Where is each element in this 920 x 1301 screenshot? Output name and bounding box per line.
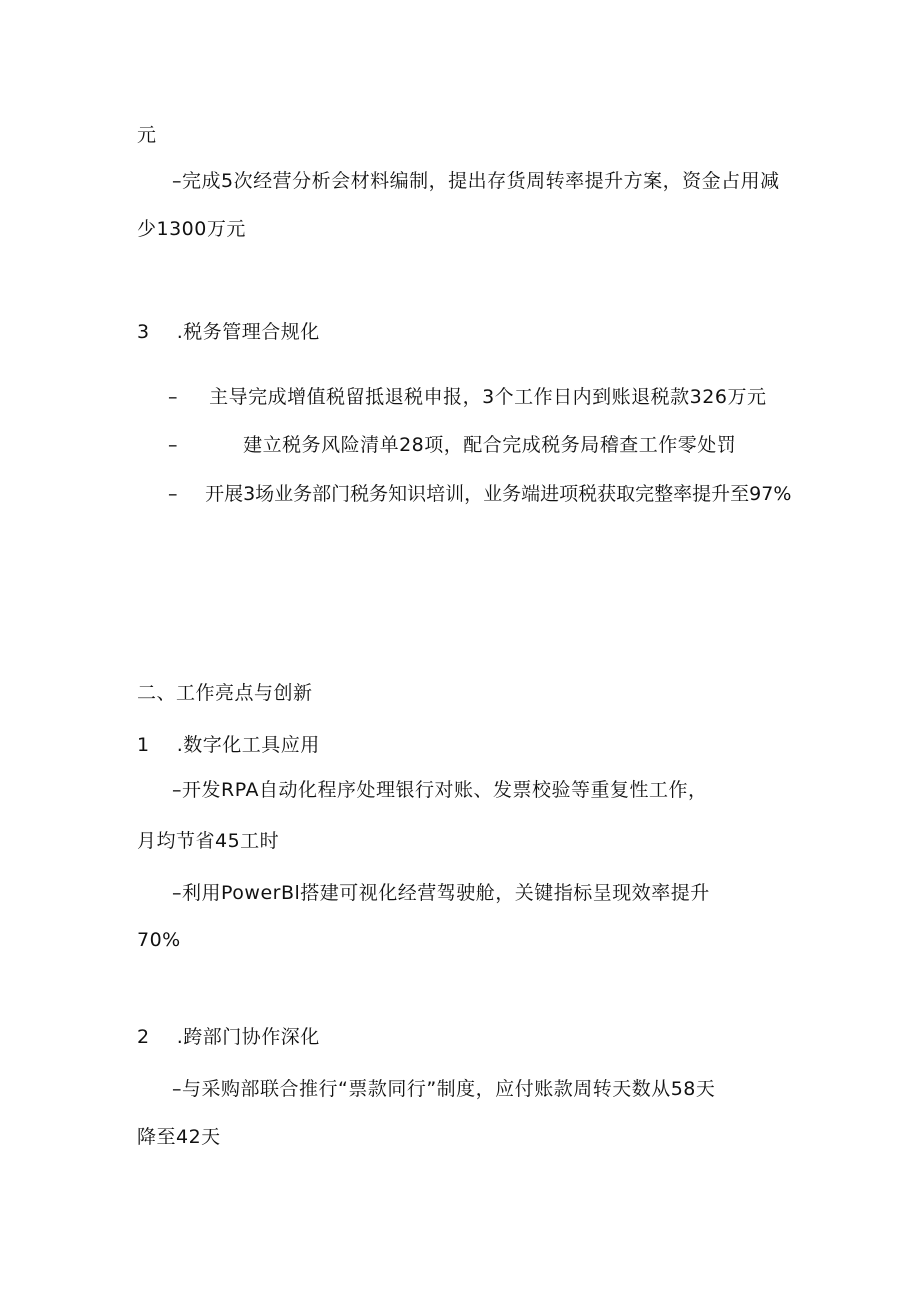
digital-heading-number: 1 (137, 734, 150, 756)
collab-heading-number: 2 (137, 1026, 150, 1048)
collab-heading-text: .跨部门协作深化 (176, 1026, 320, 1048)
tax-item-2 (168, 432, 736, 458)
bullet-dash: – (168, 483, 178, 505)
analysis-item-line1: –完成5次经营分析会材料编制，提出存货周转率提升方案，资金占用减 (172, 170, 780, 192)
digital-item-1-line1: –开发RPA自动化程序处理银行对账、发票校验等重复性工作， (172, 779, 708, 801)
tax-item-3 (168, 481, 791, 507)
tax-item-1 (168, 384, 766, 410)
tax-heading-number: 3 (137, 321, 150, 343)
digital-heading (137, 732, 320, 758)
tax-heading-text: .税务管理合规化 (176, 321, 320, 343)
section-2-title: 二、工作亮点与创新 (137, 682, 313, 704)
bullet-dash: – (168, 434, 178, 456)
digital-heading-text: .数字化工具应用 (176, 734, 320, 756)
collab-heading (137, 1024, 320, 1050)
tax-item-2-text: 建立税务风险清单28项，配合完成税务局稽查工作零处罚 (243, 434, 737, 456)
tax-heading (137, 319, 320, 345)
bullet-dash: – (168, 386, 178, 408)
collab-item-1-line1: –与采购部联合推行“票款同行”制度，应付账款周转天数从58天 (172, 1078, 716, 1100)
collab-item-1-line2: 降至42天 (137, 1126, 221, 1148)
tax-item-1-text: 主导完成增值税留抵退税申报，3个工作日内到账退税款326万元 (209, 386, 767, 408)
text-line-yuan: 元 (137, 124, 157, 146)
analysis-item-line2: 少1300万元 (137, 218, 246, 240)
tax-item-3-text: 开展3场业务部门税务知识培训，业务端进项税获取完整率提升至97% (205, 483, 792, 505)
digital-item-2-line1: –利用PowerBl搭建可视化经营驾驶舱，关键指标呈现效率提升 (172, 882, 710, 904)
digital-item-1-line2: 月均节省45工时 (137, 830, 280, 852)
digital-item-2-line2: 70% (137, 929, 181, 951)
